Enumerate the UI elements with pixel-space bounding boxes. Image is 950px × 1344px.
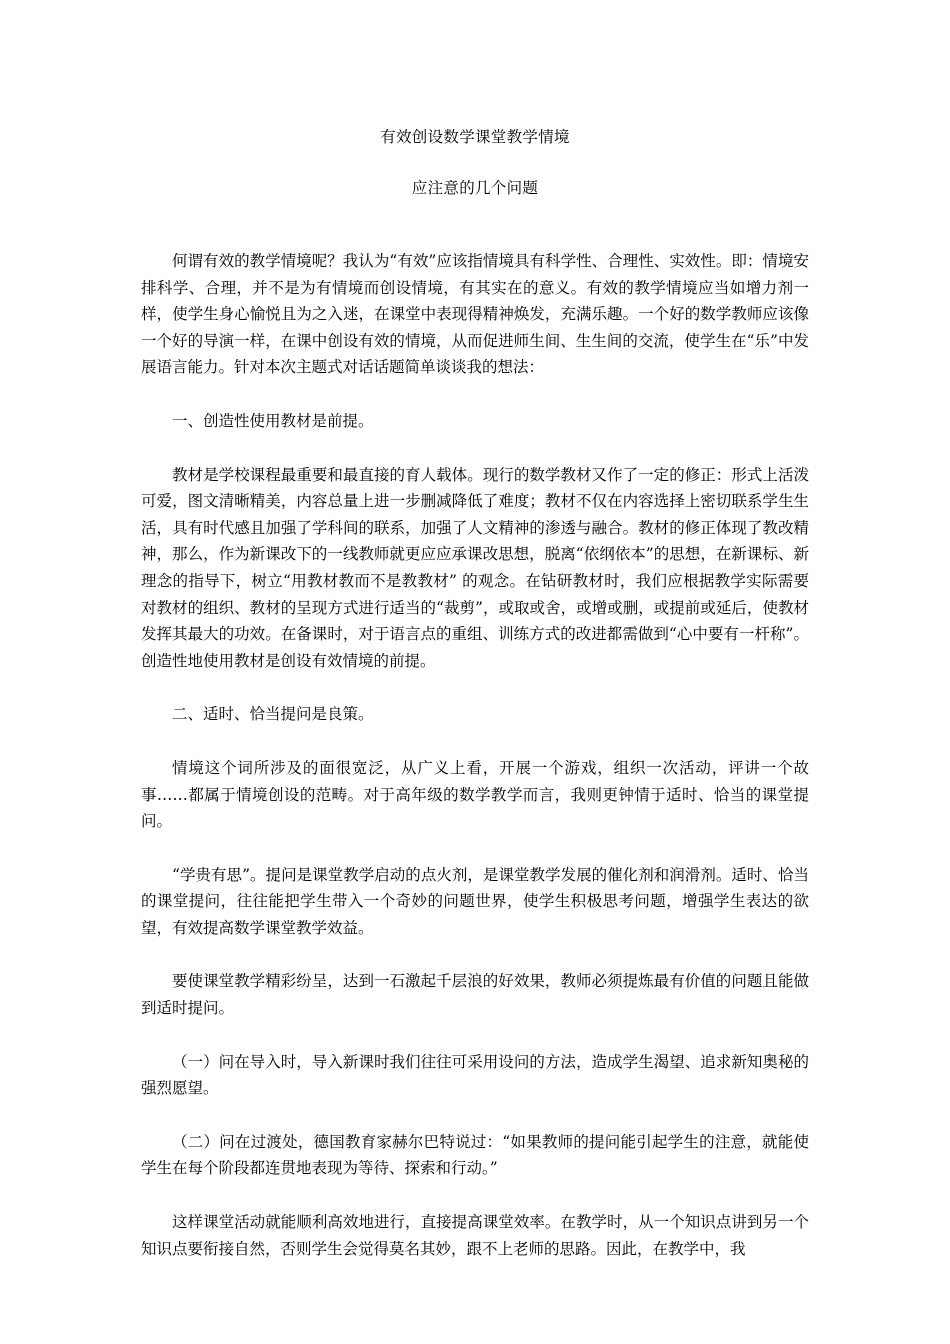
paragraph-refine-questions: 要使课堂教学精彩纷呈，达到一石激起千层浪的好效果，教师必须提炼最有价值的问题且能做到适时提问。 (141, 972, 809, 1018)
paragraph-textbook: 教材是学校课程最重要和最直接的育人载体。现行的数学教材又作了一定的修正：形式上活泼可爱，图文清晰精美，内容总量上进一步删减降低了难度；教材不仅在内容选择上密切联系学生生活，具有时代感且加强了学科间的联系，加强了人文精神的渗透与融合。教材的修正体现了教改精神，那么，作为新课改下的一线教师就更应应承课改思想，脱离“依纲依本”的思想，在新课标、新理念的指导下，树立“用教材教而不是教教材” 的观念。在钻研教材时，我们应根据教学实际需要对教材的组织、教材的呈现方式进行适当的“裁剪”，或取或舍，或增或删，或提前或延后，使教材发挥其最大的功效。在备课时，对于语言点的重组、训练方式的改进都需做到“心中要有一杆称”。创造性地使用教材是创设有效情境的前提。 (141, 465, 809, 670)
document-body (141, 248, 809, 1289)
document-subtitle: 应注意的几个问题 (411, 179, 539, 197)
paragraph-point-1: （一）问在导入时，导入新课时我们往往可采用设问的方法，造成学生渴望、追求新知奥秘的强烈愿望。 (141, 1052, 809, 1098)
paragraph-point-2: （二）问在过渡处，德国教育家赫尔巴特说过：“如果教师的提问能引起学生的注意，就能使学生在每个阶段都连贯地表现为等待、探索和行动。” (141, 1132, 809, 1178)
paragraph-questioning: “学贵有思”。提问是课堂教学启动的点火剂，是课堂教学发展的催化剂和润滑剂。适时、恰当的课堂提问，往往能把学生带入一个奇妙的问题世界，使学生积极思考问题，增强学生表达的欲望，有效提高数学课堂教学效益。 (141, 865, 809, 937)
paragraph-transition: 这样课堂活动就能顺利高效地进行，直接提高课堂效率。在教学时，从一个知识点讲到另一个知识点要衔接自然，否则学生会觉得莫名其妙，跟不上老师的思路。因此，在教学中，我 (141, 1213, 809, 1258)
section-heading-1: 一、创造性使用教材是前提。 (172, 411, 374, 430)
paragraph-intro: 何谓有效的教学情境呢？我认为“有效”应该指情境具有科学性、合理性、实效性。即：情境安排科学、合理，并不是为有情境而创设情境，有其实在的意义。有效的教学情境应当如增力剂一样，使学生身心愉悦且为之入迷，在课堂中表现得精神焕发，充满乐趣。一个好的数学教师应该像一个好的导演一样，在课中创设有效的情境，从而促进师生间、生生间的交流，使学生在“乐”中发展语言能力。针对本次主题式对话话题简单谈谈我的想法： (141, 252, 809, 377)
section-heading-2: 二、适时、恰当提问是良策。 (172, 705, 374, 724)
document-title: 有效创设数学课堂教学情境 (380, 128, 570, 146)
paragraph-situation: 情境这个词所涉及的面很宽泛，从广义上看，开展一个游戏，组织一次活动，评讲一个故事……都属于情境创设的范畴。对于高年级的数学教学而言，我则更钟情于适时、恰当的课堂提问。 (141, 758, 809, 831)
